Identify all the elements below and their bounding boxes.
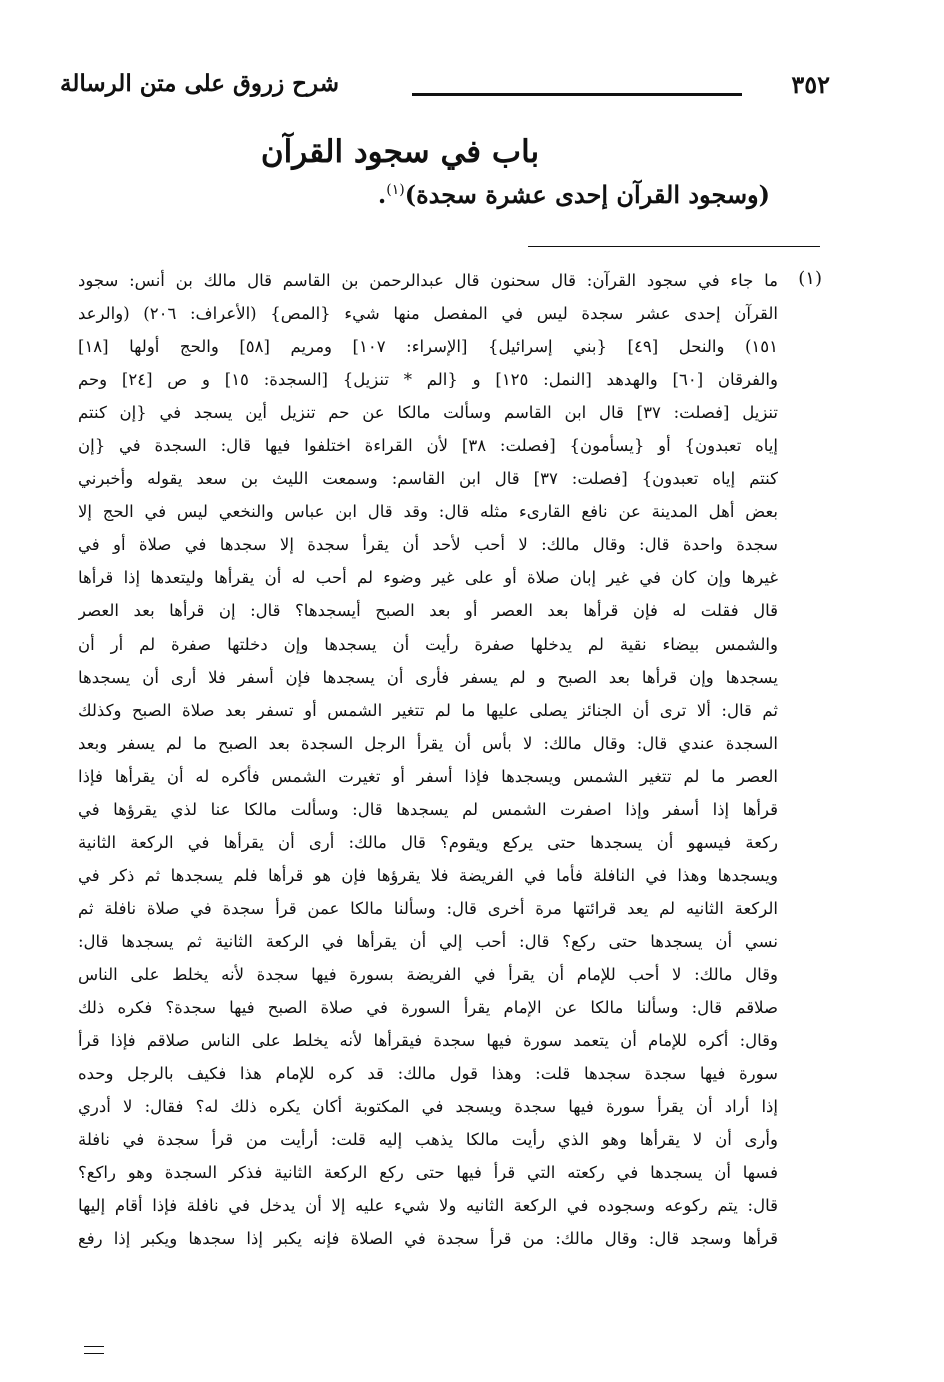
footnote-line: القرآن إحدى عشر سجدة ليس في المفصل منها شيء {المص} (الأعراف: ٢٠٦) (والرعد	[78, 304, 778, 324]
footnote-line: والشمس بيضاء نقية لم يدخلها صفرة رأيت أن يسجدها وإن دخلتها صفرة لم أر أن	[78, 634, 778, 654]
footnote-line: قال: يتم ركوعه وسجوده في الركعة الثانيه ولا شيء عليه إلا أن يدخل في نافلة فإذا أقام إليها	[78, 1196, 778, 1216]
footnote-line: سجدة واحدة قال: وقال مالك: لا أحب لأحد أن يقرأ سجدة إلا سجدها في صلاة أو في	[78, 535, 778, 555]
page-number: ٣٥٢	[791, 70, 830, 99]
footnote-line: ١٥١) والنحل [٤٩] {بني إسرائيل} [الإسراء: ١٠٧] ومريم [٥٨] والحج أولها [١٨]	[78, 337, 778, 357]
footnote-line: ما جاء في سجود القرآن: قال سحنون قال عبدالرحمن بن القاسم قال مالك بن أنس: سجود	[78, 271, 778, 290]
footnote-marker: (١)	[798, 268, 822, 289]
footnote-line: صلاقم قال: وسألنا مالكا عن الإمام يقرأ السورة في صلاة الصبح فيها سجدة؟ فكره ذلك	[78, 998, 778, 1018]
footnote-line: فسها أن يسجدها في ركعته التي قرأ فيها حتى ركع الركعة الثانية فذكر السجدة وهو راكع؟	[78, 1163, 778, 1183]
footnote-line: ثم قال: ألا ترى أن الجنائز يصلى عليها ما لم تتغير الشمس أو تسفر بعد صلاة الصبح وكذلك	[78, 700, 778, 720]
footnote-line: ركعة فيسهو أن يسجدها حتى يركع ويقوم؟ قال مالك: أرى أن يقرأها في الركعة الثانية	[78, 832, 778, 852]
footnote-line: إذا أراد أن يقرأ سورة فيها سجدة ويسجد في المكتوبة أكان يكره ذلك له؟ فقال: لا أدري	[78, 1097, 778, 1117]
footnote-line: كنتم إياه تعبدون} [فصلت: ٣٧] قال ابن القاسم: وسمعت الليث بن سعد يقوله وأخبرني	[78, 469, 778, 489]
footnote-line: بعض أهل المدينة عن نافع القارىء مثله قال: وقد قال ابن عباس والنخعي ليس في الحج إلا	[78, 502, 778, 522]
chapter-title: باب في سجود القرآن	[260, 134, 540, 170]
footnote	[78, 264, 822, 1354]
footnote-separator	[528, 246, 820, 247]
footnote-line	[78, 1288, 778, 1321]
footnote-line: وقال مالك: لا أحب للإمام أن يقرأ في الفريضة بسورة فيها سجدة لأنه يخلط على الناس	[78, 964, 778, 984]
footnote-line: تنزيل [فصلت: ٣٧] قال ابن القاسم وسألت مالكا عن حم تنزيل أين يسجد في {إن كنتم	[78, 403, 778, 423]
footnote-line: قرأها إذا أسفر وإذا اصفرت الشمس لم يسجدها قال: وسألت مالكا عنا لذي يقرؤها في	[78, 799, 778, 819]
footnote-line	[78, 1255, 778, 1288]
footnote-line: سورة فيها سجدة سجدها قلت: وهذا قول مالك: قد كره للإمام هذا فكيف بالرجل وحده	[78, 1064, 778, 1084]
header-rule	[412, 93, 742, 96]
main-text-body: (وسجود القرآن إحدى عشرة سجدة)	[404, 180, 770, 209]
footnote-line: قال فقلت له فإن قرأها بعد العصر أو بعد الصبح أيسجدها؟ قال: إن قرأها بعد العصر	[78, 601, 778, 621]
footnote-text	[78, 264, 778, 1322]
footnote-line: إياه تعبدون} أو {يسأمون} [فصلت: ٣٨] لأن القراءة اختلفوا فيها قال: السجدة في {إن	[78, 436, 778, 456]
footnote-line: والفرقان [٦٠] والهدهد [النمل: ١٢٥] و {الم * تنزيل} [السجدة: ١٥] و ص [٢٤] وحم	[78, 370, 778, 390]
footnote-line: وقال: أكره للإمام أن يتعمد سورة فيها سجدة فيقرأها لأنه يخلط على الناس صلاقم فإذا قرأ	[78, 1031, 778, 1051]
footnote-line: وأرى أن لا يقرأها وهو الذي رأيت مالكا يذهب إليه قلت: أرأيت من قرأ سجدة في نافلة	[78, 1130, 778, 1150]
running-title: شرح زروق على متن الرسالة	[60, 70, 339, 97]
continuation-mark	[84, 1346, 104, 1354]
main-text-period: .	[377, 180, 387, 209]
footnote-line: ويسجدها وهذا في النافلة فأما في الفريضة فلا يقرؤها فإن هو قرأها فلم يسجدها ثم ذكر في	[78, 865, 778, 885]
page-header	[60, 66, 830, 114]
footnote-line: غيرها وإن كان في غير إبان صلاة أو على غير وضوء لم أحب له أن يقرأها وليتعدها إذا قرأها	[78, 568, 778, 588]
footnote-reference: (١)	[386, 182, 405, 198]
footnote-line: الركعة الثانيه لم يعد قرائتها مرة أخرى قال: وسألنا مالكا عمن قرأ سجدة في صلاة نافلة ثم	[78, 898, 778, 918]
footnote-line: العصر ما لم تتغير الشمس ويسجدها فإذا أسفر أو تغيرت الشمس فأكره له أن يقرأها فإذا	[78, 766, 778, 786]
footnote-line: يسجدها وإن قرأها بعد الصبح و لم يسفر فأرى أن يسجدها فإن أسفر فلا أرى أن يسجدها	[78, 667, 778, 687]
footnote-line: قرأها وسجد قال: وقال مالك: من قرأ سجدة في الصلاة فإنه يكبر إذا سجدها ويكبر إذا رفع	[78, 1229, 778, 1249]
footnote-line: السجدة عندي قال: وقال مالك: لا بأس أن يقرأ الرجل السجدة بعد الصبح ما لم يسفر وبعد	[78, 733, 778, 753]
footnote-line: نسي أن يسجدها حتى ركع؟ قال: أحب إلي أن يقرأها في الركعة الثانية ثم يسجدها قال:	[78, 931, 778, 951]
main-text	[120, 180, 770, 209]
